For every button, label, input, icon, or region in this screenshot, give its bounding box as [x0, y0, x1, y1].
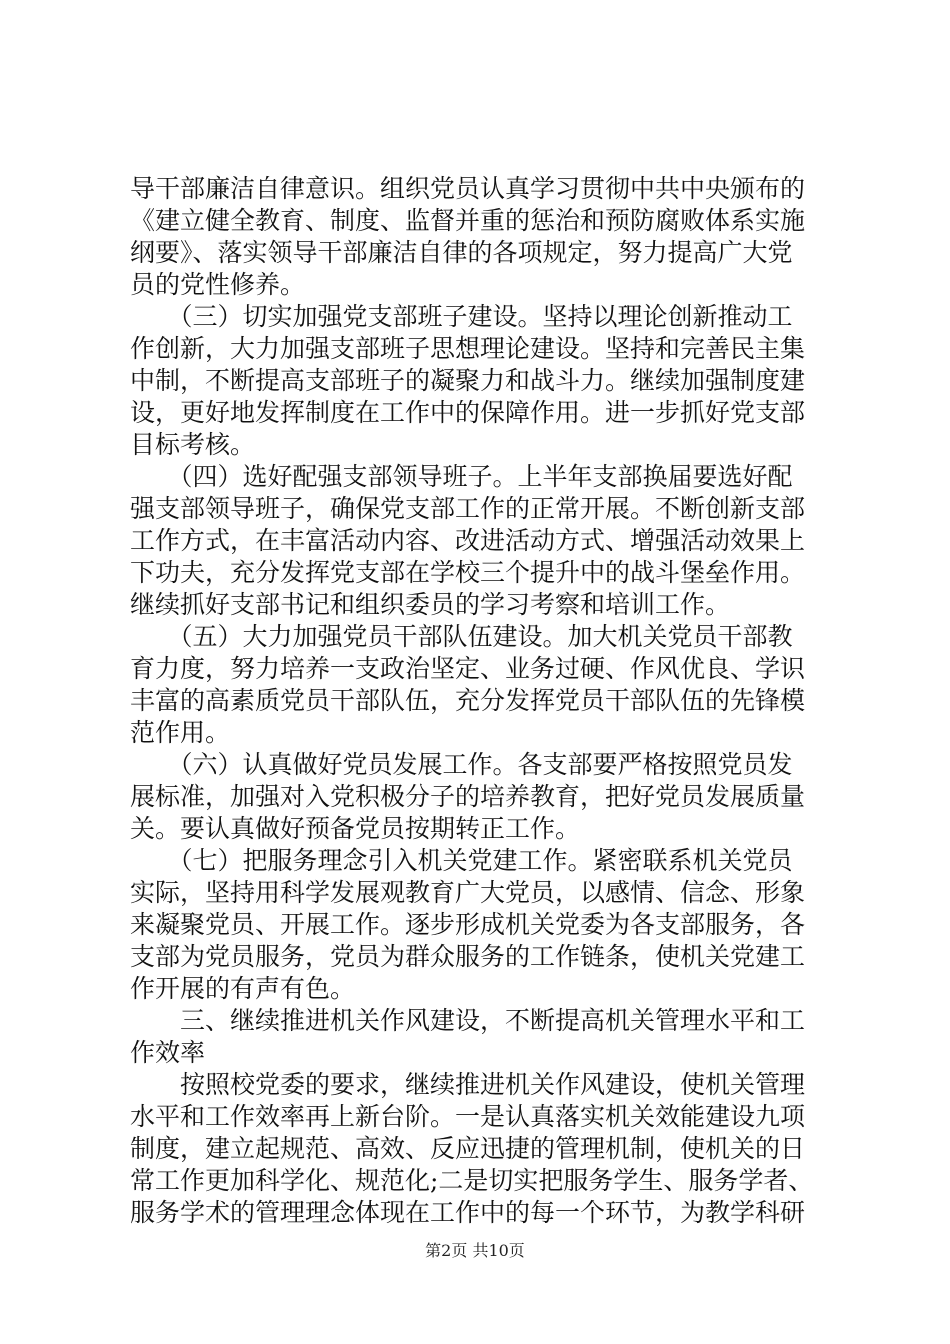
text-line: 丰富的高素质党员干部队伍，充分发挥党员干部队伍的先锋模 — [130, 686, 806, 715]
text-line: 继续抓好支部书记和组织委员的学习考察和培训工作。 — [130, 590, 731, 619]
text-line: 关。要认真做好预备党员按期转正工作。 — [130, 814, 581, 843]
text-line: 实际，坚持用科学发展观教育广大党员，以感情、信念、形象 — [130, 878, 806, 907]
text-line: 育力度，努力培养一支政治坚定、业务过硬、作风优良、学识 — [130, 654, 806, 683]
text-line: （五）大力加强党员干部队伍建设。加大机关党员干部教 — [130, 622, 793, 651]
text-line: 目标考核。 — [130, 430, 256, 459]
text-line: 工作方式，在丰富活动内容、改进活动方式、增强活动效果上 — [130, 526, 806, 555]
text-line: 作效率 — [130, 1038, 206, 1067]
text-line: （六）认真做好党员发展工作。各支部要严格按照党员发 — [130, 750, 793, 779]
text-line: 水平和工作效率再上新台阶。一是认真落实机关效能建设九项 — [130, 1102, 806, 1131]
text-line: 强支部领导班子，确保党支部工作的正常开展。不断创新支部 — [130, 494, 806, 523]
text-line: 制度，建立起规范、高效、反应迅捷的管理机制，使机关的日 — [130, 1134, 806, 1163]
text-line: （四）选好配强支部领导班子。上半年支部换届要选好配 — [130, 462, 793, 491]
text-line: 按照校党委的要求，继续推进机关作风建设，使机关管理 — [130, 1070, 806, 1099]
text-line: 导干部廉洁自律意识。组织党员认真学习贯彻中共中央颁布的 — [130, 174, 806, 203]
text-line: 作开展的有声有色。 — [130, 974, 356, 1003]
text-line: 员的党性修养。 — [130, 270, 306, 299]
text-line: 服务学术的管理理念体现在工作中的每一个环节，为教学科研 — [130, 1198, 806, 1227]
text-line: 常工作更加科学化、规范化;二是切实把服务学生、服务学者、 — [130, 1166, 814, 1195]
text-line: （三）切实加强党支部班子建设。坚持以理论创新推动工 — [130, 302, 793, 331]
page-number-footer: 第2页 共10页 — [425, 1241, 525, 1260]
text-line: 范作用。 — [130, 718, 231, 747]
text-line: 支部为党员服务，党员为群众服务的工作链条，使机关党建工 — [130, 942, 806, 971]
text-line: 下功夫，充分发挥党支部在学校三个提升中的战斗堡垒作用。 — [130, 558, 806, 587]
text-line: 作创新，大力加强支部班子思想理论建设。坚持和完善民主集 — [130, 334, 806, 363]
text-line: 中制，不断提高支部班子的凝聚力和战斗力。继续加强制度建 — [130, 366, 806, 395]
text-line: （七）把服务理念引入机关党建工作。紧密联系机关党员 — [130, 846, 793, 875]
text-line: 来凝聚党员、开展工作。逐步形成机关党委为各支部服务，各 — [130, 910, 806, 939]
text-line: 三、继续推进机关作风建设，不断提高机关管理水平和工 — [130, 1006, 806, 1035]
document-body — [130, 173, 830, 1229]
text-line: 展标准，加强对入党积极分子的培养教育，把好党员发展质量 — [130, 782, 806, 811]
text-line: 《建立健全教育、制度、监督并重的惩治和预防腐败体系实施 — [130, 206, 806, 235]
text-line: 纲要》、落实领导干部廉洁自律的各项规定，努力提高广大党 — [130, 238, 793, 267]
text-line: 设，更好地发挥制度在工作中的保障作用。进一步抓好党支部 — [130, 398, 806, 427]
